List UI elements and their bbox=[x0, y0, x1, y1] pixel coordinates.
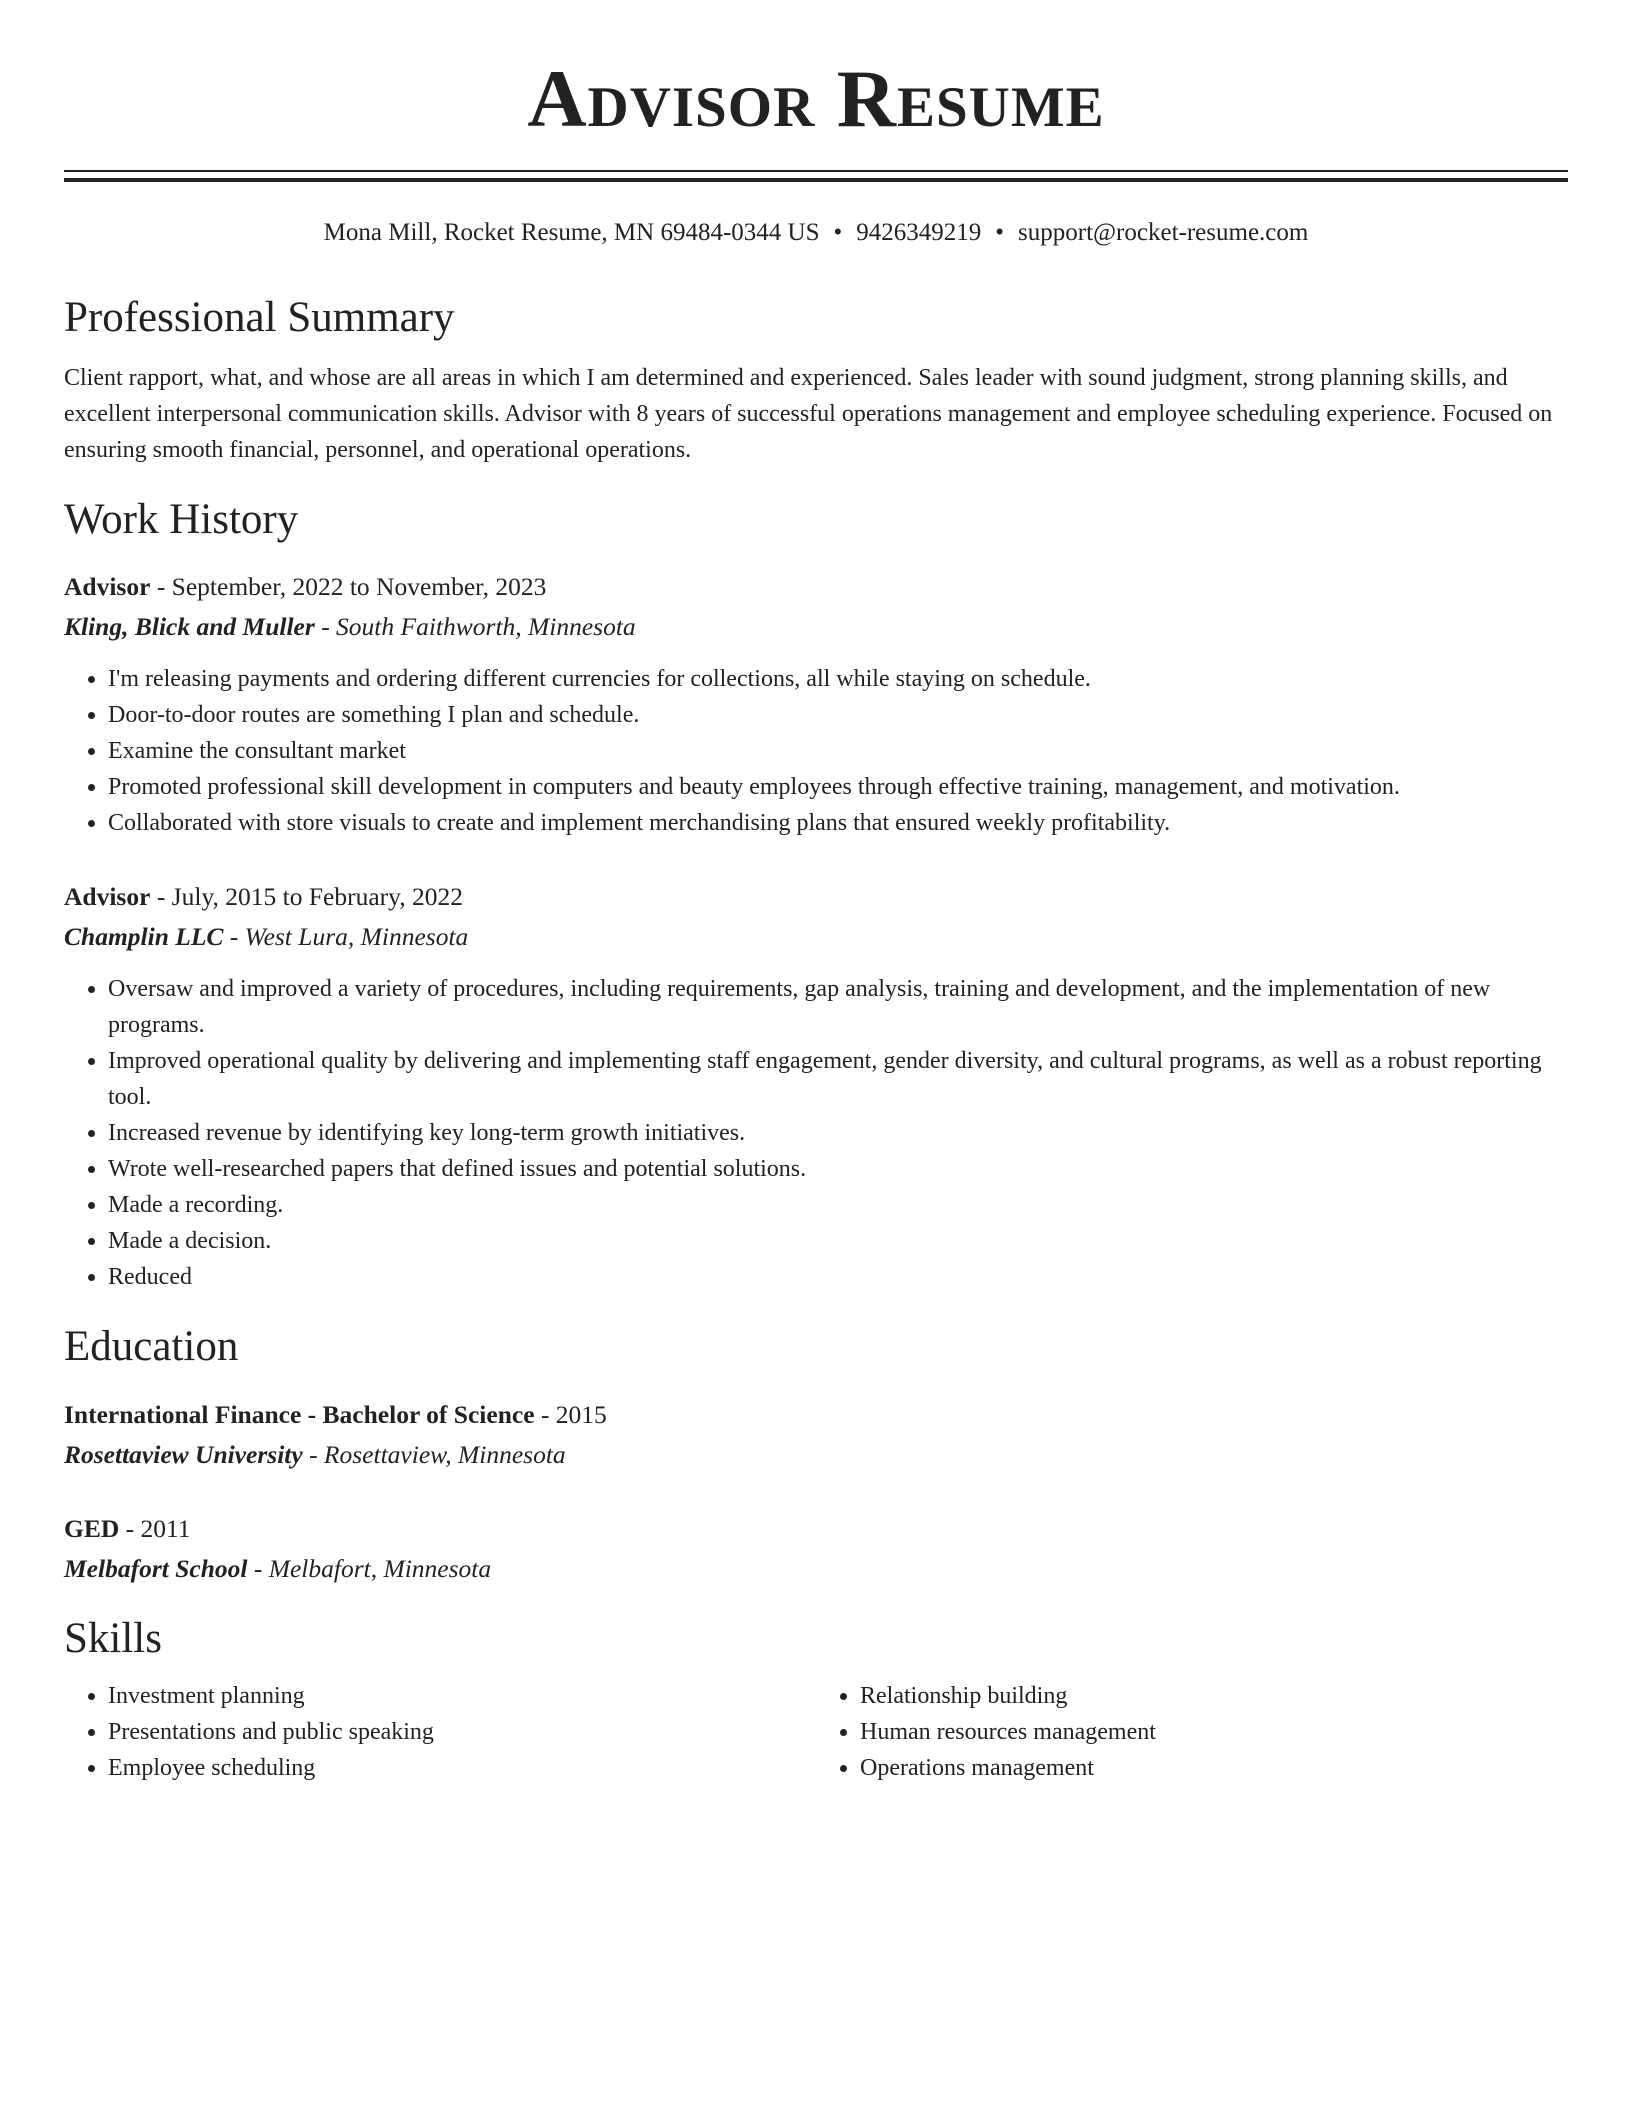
contact-line bbox=[64, 218, 1568, 248]
skill-item: • Employee scheduling bbox=[108, 1750, 816, 1786]
job-bullet: • Reduced bbox=[108, 1259, 1568, 1295]
skill-item: • Investment planning bbox=[108, 1678, 816, 1714]
job-bullets bbox=[64, 971, 1568, 1295]
job-bullet: • Made a decision. bbox=[108, 1223, 1568, 1259]
job-entry bbox=[64, 567, 1568, 841]
job-bullet: • Increased revenue by identifying key long-term growth initiatives. bbox=[108, 1115, 1568, 1151]
skills-columns bbox=[64, 1678, 1568, 1786]
job-dates: - September, 2022 to November, 2023 bbox=[150, 572, 547, 602]
job-bullet: • Door-to-door routes are something I plan and schedule. bbox=[108, 697, 1568, 733]
job-location: - South Faithworth, Minnesota bbox=[314, 612, 636, 642]
job-title-line bbox=[64, 567, 1568, 607]
contact-separator: • bbox=[833, 219, 843, 246]
skills-list-right bbox=[816, 1678, 1568, 1786]
work-history-section bbox=[64, 494, 1568, 1296]
education-school: Rosettaview University bbox=[64, 1439, 303, 1469]
summary-heading: Professional Summary bbox=[64, 294, 455, 341]
education-degree-line bbox=[64, 1509, 1568, 1549]
contact-address: Mona Mill, Rocket Resume, MN 69484-0344 US bbox=[323, 219, 820, 246]
education-degree: International Finance - Bachelor of Science bbox=[64, 1399, 535, 1429]
job-company: Champlin LLC bbox=[64, 922, 224, 952]
education-year: - 2015 bbox=[534, 1399, 607, 1429]
job-bullet: • Improved operational quality by delivering and implementing staff engagement, gender diversity, and cultural programs, as well as a robust reporting tool. bbox=[108, 1043, 1568, 1115]
job-company: Kling, Blick and Muller bbox=[64, 612, 315, 642]
job-title-line bbox=[64, 877, 1568, 917]
job-bullets bbox=[64, 661, 1568, 841]
summary-section bbox=[64, 292, 1568, 468]
contact-email: support@rocket-resume.com bbox=[1018, 219, 1309, 246]
contact-separator: • bbox=[995, 219, 1005, 246]
education-section bbox=[64, 1321, 1568, 1589]
job-bullet: • Examine the consultant market bbox=[108, 733, 1568, 769]
skill-item: • Operations management bbox=[860, 1750, 1568, 1786]
education-school-line bbox=[64, 1549, 1568, 1589]
contact-phone: 9426349219 bbox=[856, 219, 982, 246]
job-title: Advisor bbox=[64, 572, 151, 602]
education-entry bbox=[64, 1395, 1568, 1475]
skills-section bbox=[64, 1613, 1568, 1787]
summary-text: Client rapport, what, and whose are all areas in which I am determined and experienced. Sales leader with sound judgment, strong planning skills, and excellent interpersonal communication skills. Advisor with 8 years of successful operations management and employee scheduling experience. Focused on ensuring smooth financial, personnel, and operational operations. bbox=[64, 364, 1553, 463]
skill-item: • Human resources management bbox=[860, 1714, 1568, 1750]
education-year: - 2011 bbox=[119, 1513, 191, 1543]
education-degree: GED bbox=[64, 1513, 120, 1543]
job-bullet: • Collaborated with store visuals to create and implement merchandising plans that ensured weekly profitability. bbox=[108, 805, 1568, 841]
title-rule-thick bbox=[64, 178, 1568, 182]
education-location: - Melbafort, Minnesota bbox=[247, 1553, 492, 1583]
job-bullet: • Promoted professional skill development in computers and beauty employees through effective training, management, and motivation. bbox=[108, 769, 1568, 805]
job-title: Advisor bbox=[64, 882, 151, 912]
education-school-line bbox=[64, 1435, 1568, 1475]
resume-title: Advisor Resume bbox=[527, 53, 1105, 144]
education-heading: Education bbox=[64, 1323, 239, 1371]
job-company-line bbox=[64, 607, 1568, 647]
education-entry bbox=[64, 1509, 1568, 1589]
job-dates: - July, 2015 to February, 2022 bbox=[150, 882, 464, 912]
skills-heading: Skills bbox=[64, 1614, 162, 1662]
job-bullet: • Oversaw and improved a variety of procedures, including requirements, gap analysis, training and development, and the implementation of new programs. bbox=[108, 971, 1568, 1043]
skills-list-left bbox=[64, 1678, 816, 1786]
skill-item: • Relationship building bbox=[860, 1678, 1568, 1714]
education-degree-line bbox=[64, 1395, 1568, 1435]
education-location: - Rosettaview, Minnesota bbox=[302, 1439, 566, 1469]
job-location: - West Lura, Minnesota bbox=[223, 922, 469, 952]
job-company-line bbox=[64, 917, 1568, 957]
work-history-heading: Work History bbox=[64, 495, 299, 543]
education-school: Melbafort School bbox=[64, 1553, 248, 1583]
job-bullet: • I'm releasing payments and ordering different currencies for collections, all while staying on schedule. bbox=[108, 661, 1568, 697]
job-entry bbox=[64, 877, 1568, 1295]
skill-item: • Presentations and public speaking bbox=[108, 1714, 816, 1750]
job-bullet: • Wrote well-researched papers that defined issues and potential solutions. bbox=[108, 1151, 1568, 1187]
title-rule-thin bbox=[64, 170, 1568, 172]
job-bullet: • Made a recording. bbox=[108, 1187, 1568, 1223]
